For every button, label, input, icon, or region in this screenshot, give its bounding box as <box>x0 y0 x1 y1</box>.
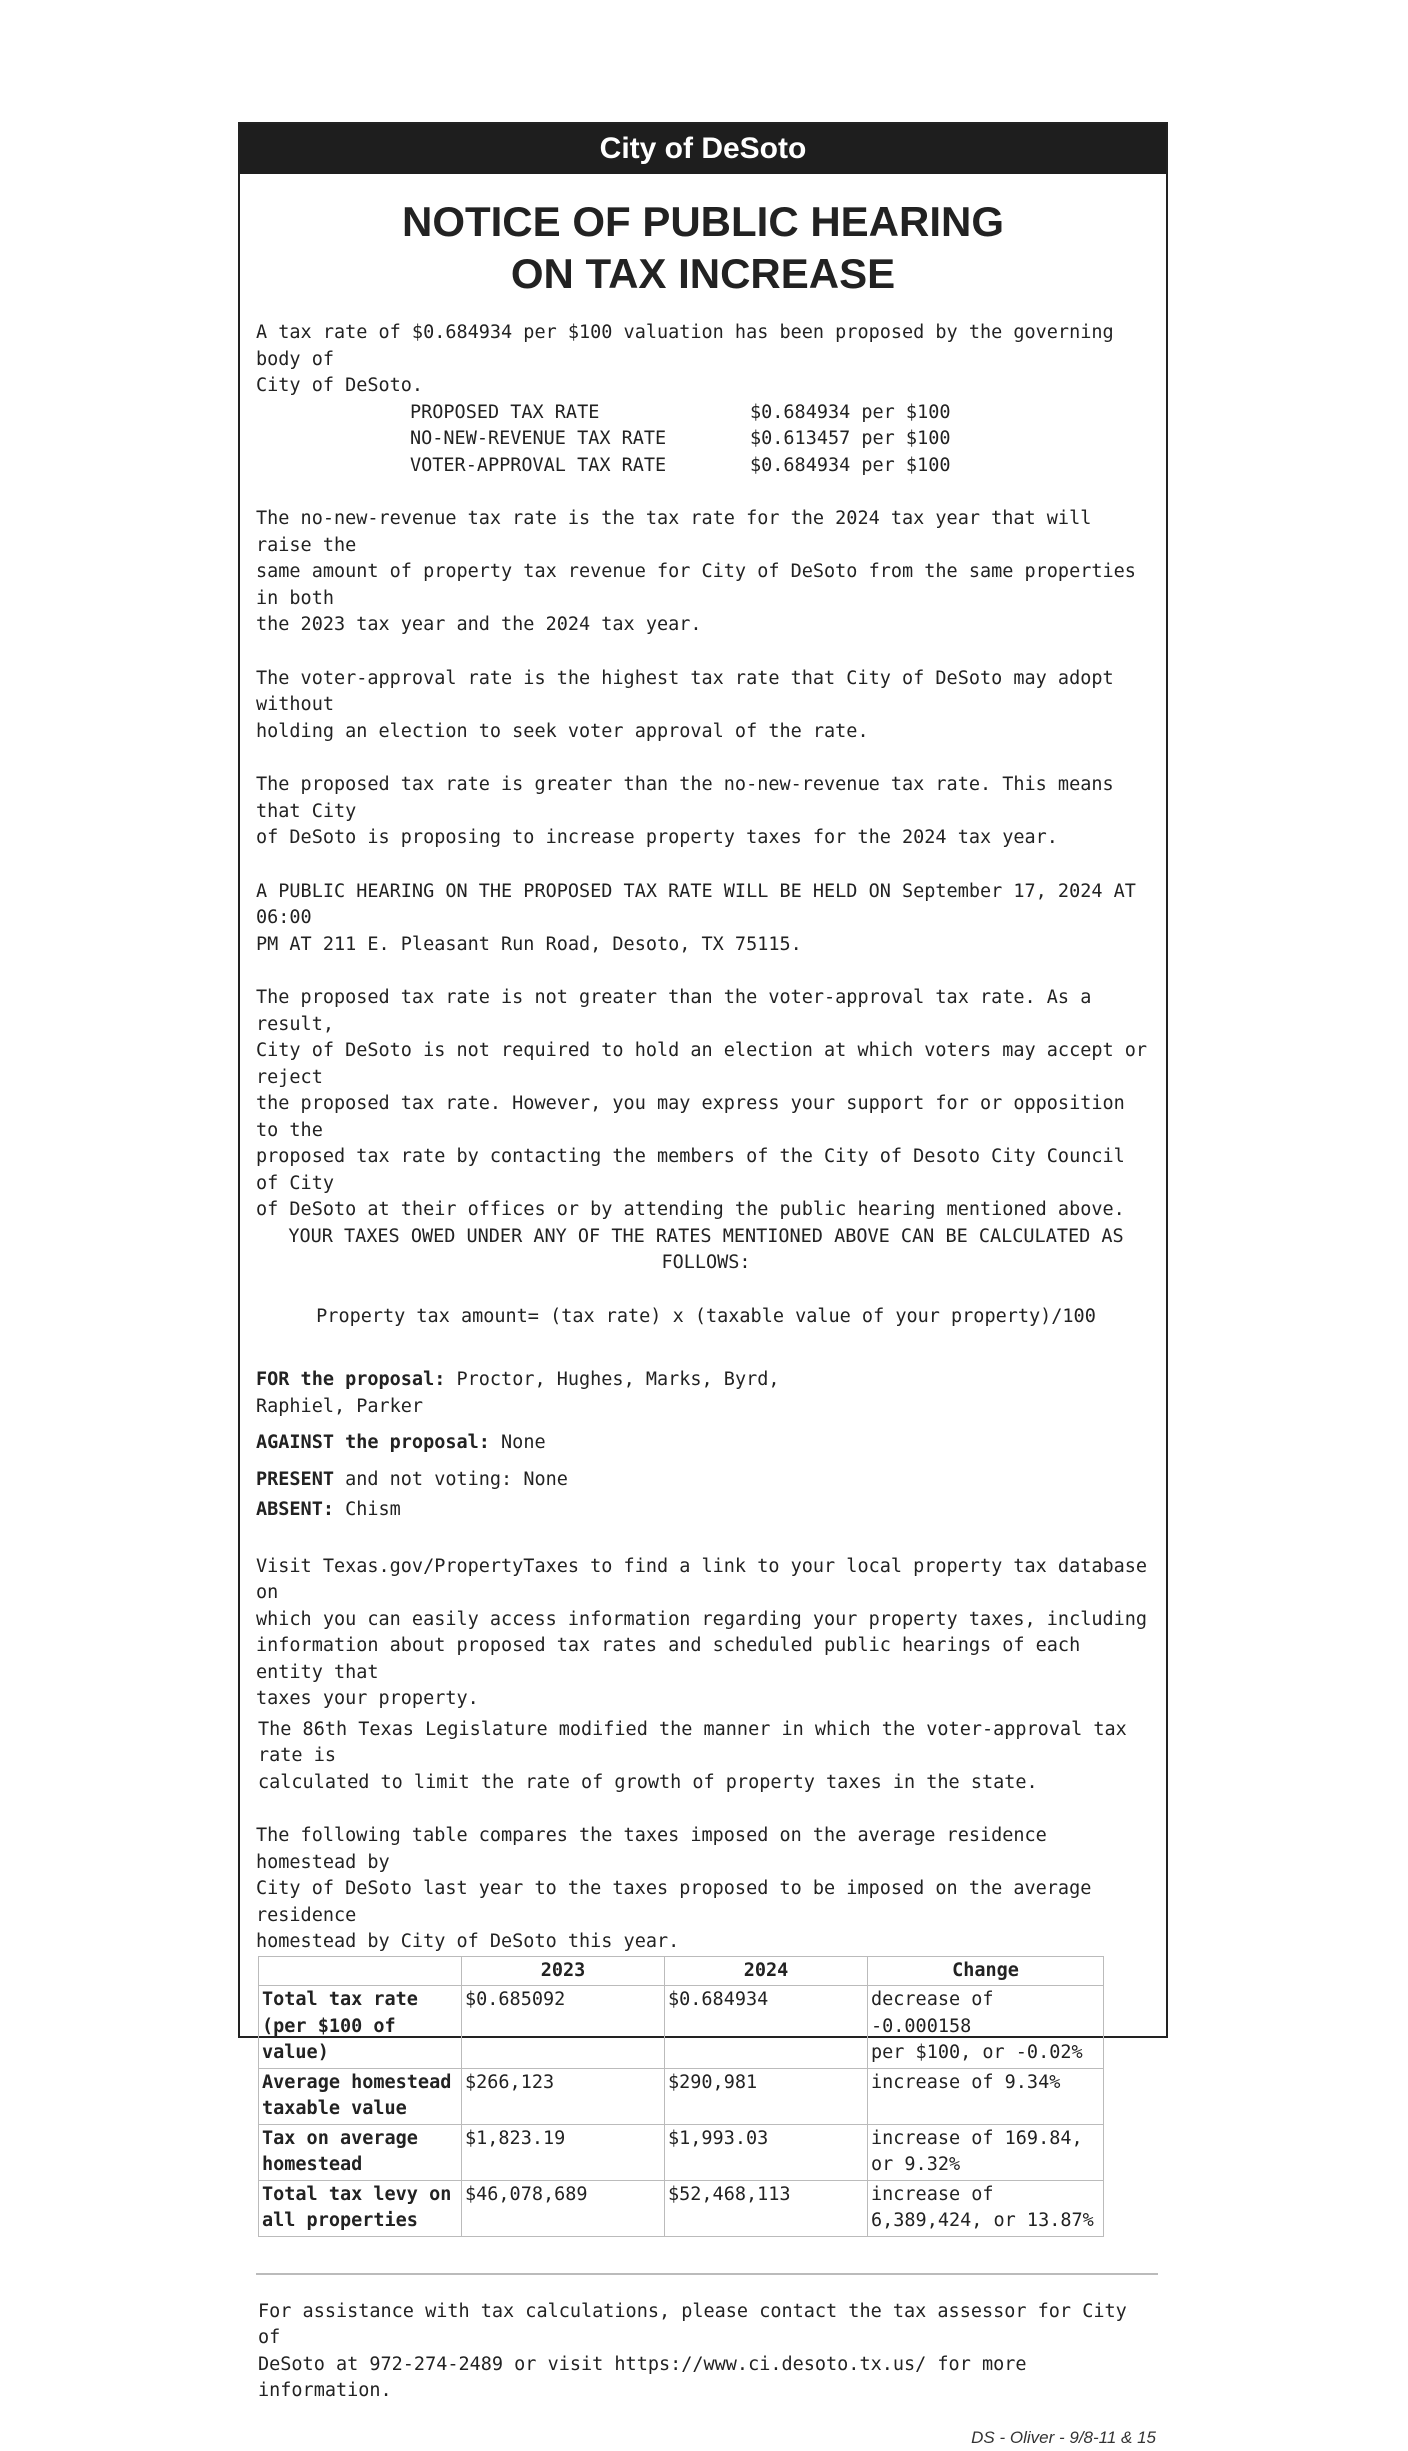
public-notice <box>238 122 1168 2038</box>
vote-absent-value: Chism <box>345 1499 401 1520</box>
table-intro-paragraph: The following table compares the taxes imposed on the average residence homestead by City of DeSoto last year to the taxes proposed to be imposed on the average residence homestead by City of DeSoto this year. <box>256 1823 1156 1956</box>
vote-present <box>256 1467 1156 1494</box>
vote-for-label: FOR the proposal: <box>256 1369 445 1390</box>
legislature-paragraph: The 86th Texas Legislature modified the manner in which the voter-approval tax rate is calculated to limit the rate of growth of property taxes in the state. <box>258 1717 1156 1797</box>
vote-against-value: None <box>501 1432 546 1453</box>
notice-banner: City of DeSoto <box>240 124 1166 174</box>
tax-comparison-table <box>258 1956 1104 2237</box>
row-label: Tax on average homestead <box>259 2124 462 2180</box>
rate-row <box>410 453 1156 480</box>
table-row <box>259 2180 1104 2236</box>
visit-website-paragraph: Visit Texas.gov/PropertyTaxes to find a link to your local property tax database on which you can easily access information regarding your property taxes, including information about proposed tax rates and scheduled public hearings of each entity that taxes your property. <box>256 1554 1156 1713</box>
header-2023: 2023 <box>462 1956 665 1986</box>
voter-approval-paragraph: The voter-approval rate is the highest tax rate that City of DeSoto may adopt without holding an election to seek voter approval of the rate. <box>256 666 1156 746</box>
intro-paragraph: A tax rate of $0.684934 per $100 valuation has been proposed by the governing body of City of DeSoto. <box>256 320 1156 400</box>
vote-present-label: PRESENT <box>256 1469 334 1490</box>
cell-change: decrease of -0.000158 per $100, or -0.02% <box>868 1986 1104 2069</box>
rate-row <box>410 426 1156 453</box>
cell-2023: $0.685092 <box>462 1986 665 2069</box>
not-greater-paragraph: The proposed tax rate is not greater than the voter-approval tax rate. As a result, City of DeSoto is not required to hold an election at which voters may accept or reject the proposed tax rate. However, you may express your support for or opposition to the proposed tax rate by contacting the members of the City of Desoto City Council of City of DeSoto at their offices or by attending the public hearing mentioned above. <box>256 985 1156 1224</box>
cell-2023: $266,123 <box>462 2068 665 2124</box>
rate-value: $0.684934 per $100 <box>750 453 950 480</box>
rate-greater-paragraph: The proposed tax rate is greater than the no-new-revenue tax rate. This means that City of DeSoto is proposing to increase property taxes for the 2024 tax year. <box>256 772 1156 852</box>
header-2024: 2024 <box>665 1956 868 1986</box>
table-header-row <box>259 1956 1104 1986</box>
public-hearing-paragraph: A PUBLIC HEARING ON THE PROPOSED TAX RATE WILL BE HELD ON September 17, 2024 AT 06:00 PM AT 211 E. Pleasant Run Road, Desoto, TX 75115. <box>256 879 1156 959</box>
headline-line-2: ON TAX INCREASE <box>240 248 1166 300</box>
row-label: Total tax rate (per $100 of value) <box>259 1986 462 2069</box>
table-row <box>259 1986 1104 2069</box>
ad-credit: DS - Oliver - 9/8-11 & 15 <box>256 2425 1156 2451</box>
vote-absent <box>256 1497 1156 1524</box>
footer-divider <box>256 2273 1158 2275</box>
vote-against <box>256 1430 1156 1457</box>
tax-formula: Property tax amount= (tax rate) x (taxable value of your property)/100 <box>256 1304 1156 1331</box>
vote-against-label: AGAINST the proposal: <box>256 1432 490 1453</box>
rate-name: VOTER-APPROVAL TAX RATE <box>410 453 750 480</box>
row-label: Total tax levy on all properties <box>259 2180 462 2236</box>
rate-row <box>410 400 1156 427</box>
cell-2024: $1,993.03 <box>665 2124 868 2180</box>
headline-line-1: NOTICE OF PUBLIC HEARING <box>240 196 1166 248</box>
cell-2024: $290,981 <box>665 2068 868 2124</box>
cell-2023: $1,823.19 <box>462 2124 665 2180</box>
header-change: Change <box>868 1956 1104 1986</box>
notice-headline <box>240 196 1166 300</box>
cell-change: increase of 169.84, or 9.32% <box>868 2124 1104 2180</box>
table-row <box>259 2068 1104 2124</box>
vote-for <box>256 1367 1156 1420</box>
cell-2024: $0.684934 <box>665 1986 868 2069</box>
rate-value: $0.684934 per $100 <box>750 400 950 427</box>
header-blank <box>259 1956 462 1986</box>
rate-name: NO-NEW-REVENUE TAX RATE <box>410 426 750 453</box>
cell-2023: $46,078,689 <box>462 2180 665 2236</box>
vote-present-value: and not voting: None <box>345 1469 568 1490</box>
no-new-revenue-paragraph: The no-new-revenue tax rate is the tax rate for the 2024 tax year that will raise the same amount of property tax revenue for City of DeSoto from the same properties in both the 2023 tax year and the 2024 tax year. <box>256 506 1156 639</box>
rate-name: PROPOSED TAX RATE <box>410 400 750 427</box>
rate-value: $0.613457 per $100 <box>750 426 950 453</box>
cell-change: increase of 9.34% <box>868 2068 1104 2124</box>
vote-absent-label: ABSENT: <box>256 1499 334 1520</box>
vote-for-names: Proctor, Hughes, Marks, Byrd, <box>457 1369 780 1390</box>
row-label: Average homestead taxable value <box>259 2068 462 2124</box>
vote-for-names-cont: Raphiel, Parker <box>256 1396 423 1417</box>
cell-change: increase of 6,389,424, or 13.87% <box>868 2180 1104 2236</box>
calculation-heading: YOUR TAXES OWED UNDER ANY OF THE RATES MENTIONED ABOVE CAN BE CALCULATED AS FOLLOWS: <box>256 1224 1156 1277</box>
notice-body <box>256 320 1156 2451</box>
tax-rates-list <box>410 400 1156 480</box>
table-row <box>259 2124 1104 2180</box>
cell-2024: $52,468,113 <box>665 2180 868 2236</box>
assistance-paragraph: For assistance with tax calculations, please contact the tax assessor for City of DeSoto at 972-274-2489 or visit https://www.ci.desoto.tx.us/ for more information. <box>258 2299 1156 2405</box>
